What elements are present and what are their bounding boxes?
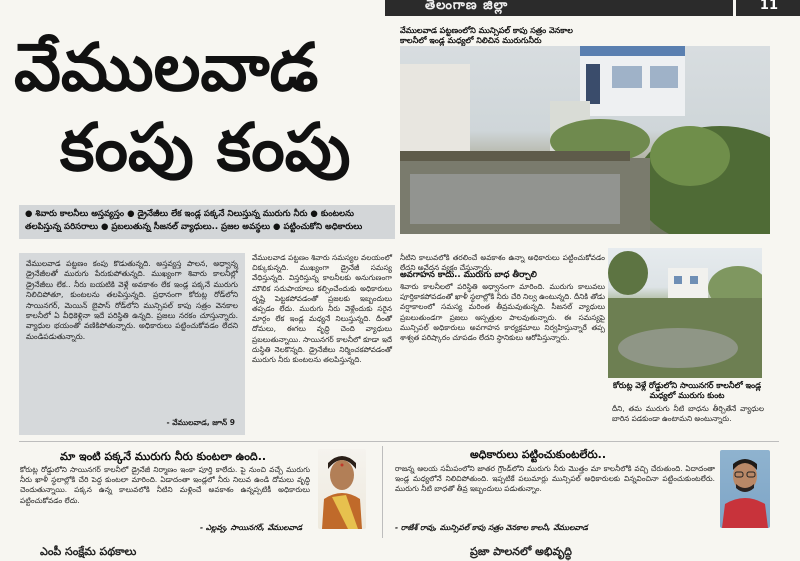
photo1-caption: వేములవాడ పట్టణంలోని మున్సిపల్ కాపు సత్రం వెనకాల కాలనీలో ఇండ్ల మధ్యలో నిలిచిన మురుగునీరు xyxy=(400,26,573,45)
section-divider xyxy=(19,441,779,442)
photo2-caption: కోరుట్ల వెళ్లే రోడ్డులోని సాయినగర్ కాలనీలో ఇండ్ల మధ్యలో మురుగు కుంట xyxy=(612,381,762,400)
quote2-portrait-photo xyxy=(720,450,770,528)
deck-summary xyxy=(19,205,395,239)
subheading: అవగాహన కాదు.. మురుగు బాధ తీర్చాలి xyxy=(400,270,537,280)
intro-text: వేములవాడ పట్టణం కంపు కొడుతున్నది. అస్తవ్యస్త పాలన, అధ్వాన్న డ్రైనేజీలతో మురుగు పేరుకుపోతున్నది. ముఖ్యంగా శివారు కాలనీల్లో డ్రైనేజీలు లేక.. నీరు బయటికి వెళ్లే అవకాశం లేక ఇండ్ల పక్కనే మురుగు నిలిచిపోతూ, కుంటలను తలపిస్తున్నది. ప్రధానంగా కోరుట్ల రోడ్‌లోని సాయినగర్, మెయిన్ బైపాస్ రోడ్‌లోని మున్సిపల్ కాపు సత్రం వెనకాల కాలనీలో ఏ వీధికెళ్లినా ఇదే పరిస్థితి ఉన్నది. ప్రజలు నరకం చూస్తున్నారు. వ్యాధుల భయంతో వణికిపోతున్నారు. అధికారులు పట్టించుకోవడం లేదని మండిపడుతున్నారు. xyxy=(26,259,238,341)
headline-line-2: కంపు కంపు xyxy=(60,108,351,186)
deck-item: ప్రబలుతున్న సీజనల్ వ్యాధులు.. ప్రజల అవస్థలు xyxy=(111,222,271,232)
photo-sainagar-sewage-pond xyxy=(608,248,762,378)
next-article-headline-left: ఎంపీ సంక్షేమ పథకాలు xyxy=(40,545,137,558)
intro-box xyxy=(19,253,245,435)
deck-bullet: ● xyxy=(127,209,138,219)
quote2-heading: అధికారులు పట్టించుకుంటలేరు.. xyxy=(470,448,607,461)
dateline: - వేములవాడ, జూన్ 9 xyxy=(166,418,235,427)
header-separator xyxy=(733,0,736,16)
quote-divider xyxy=(382,446,383,538)
photo2-illustration xyxy=(608,248,762,378)
photo1-illustration xyxy=(400,46,770,234)
body-column-1: వేములవాడ పట్టణం శివారు సమస్యల వలయంలో చిక్కుకున్నది. ముఖ్యంగా డ్రైనేజీ సమస్య వేధిస్తున్నది. విస్తరిస్తున్న కాలనీలకు అనుగుణంగా మౌలిక సదుపాయాలు కల్పించేందుకు అధికారులు దృష్టి పెట్టకపోవడంతో ప్రజలకు ఇబ్బందులు తప్పడం లేదు. మురుగు నీరు వెళ్లేందుకు సరైన మార్గం లేక ఇండ్ల మధ్యనే నిలుస్తున్నది. దీంతో దోమలు, ఈగలు వృద్ధి చెంది వ్యాధులు ప్రబలుతున్నాయి. సాయినగర్ కాలనీలో కూడా ఇదే దుస్థితి నెలకొన్నది. డ్రైనేజీలు నిర్మించకపోవడంతో మురుగు నీరు కుంటలను తలపిస్తున్నది. xyxy=(252,253,392,365)
deck-bullet: ● xyxy=(310,209,321,219)
deck-item: పట్టించుకోని అధికారులు xyxy=(283,222,363,232)
next-article-strip xyxy=(0,545,800,559)
deck-item: శివారు కాలనీలు అస్తవ్యస్తం xyxy=(35,209,125,219)
section-title: తెలంగాణ జిల్లా xyxy=(425,0,509,13)
quote1-byline: - ఎల్లవ్వ, సాయినగర్, వేములవాడ xyxy=(200,523,303,532)
deck-bullet: ● xyxy=(25,209,36,219)
body-column-2-top: నీటిని కాలువలోకి తరలించే అవకాశం ఉన్నా అధికారులు పట్టించుకోవడం లేదని అవేదన వ్యక్తం చేస్తున్నారు. xyxy=(400,253,605,273)
page-number: 11 xyxy=(759,0,778,13)
quote1-text: కోరుట్ల రోడ్డులోని సాయినగర్ కాలనీలో డ్రైనేజీ నిర్మాణం ఇంకా పూర్తి కాలేదు. పై నుంచి వచ్చే మురుగు నీరు ఖాళీ స్థలాల్లోకి చేరి పెద్ద కుంటలా మారింది. ఏడాదంతా ఇండ్లలో నీరు నిలువ ఉండి దోమలు వృద్ధి చెందుతున్నాయి. పక్కన ఉన్న కాలువలోకి నీటిని మళ్లించే అవకాశం ఉన్నప్పటికీ అధికారులు పట్టించుకోవడం లేదు. xyxy=(20,465,310,505)
man-portrait-icon xyxy=(720,450,770,528)
deck-item: కుంటలను తలపిస్తున్న పరిసరాలు xyxy=(25,209,354,232)
body-column-3: దీని, తమ మురుగు నీటి బాధను తీర్చితేనే వ్యాధుల బారిన పడకుండా ఉంటామని అంటున్నారు. xyxy=(612,404,764,424)
quote1-heading: మా ఇంటి పక్కనే మురుగు నీరు కుంటలా ఉంది.. xyxy=(60,450,267,463)
quote2-byline: - రాజేశ్ రావు, మున్సిపల్ కాపు సత్రం వెనకాల కాలనీ, వేములవాడ xyxy=(395,523,588,532)
deck-bullet: ● xyxy=(273,222,284,232)
body-column-2: శివారు కాలనీలలో పరిస్థితి అధ్వానంగా మారింది. మురుగు కాలువలు పూర్తికాకపోవడంతో ఖాళీ స్థలాల్లోకి నీరు చేరి నిల్వ ఉంటున్నది. దీనికి తోడు వర్షాకాలంలో సమస్య మరింత తీవ్రమవుతున్నది. సీజనల్ వ్యాధులు ప్రబలుతుండగా ప్రజలు ఆస్పత్రుల పాలవుతున్నారు. ఈ సమస్యపై మున్సిపల్ అధికారులు అవగాహన కార్యక్రమాలు నిర్వహిస్తున్నారే తప్ప శాశ్వత పరిష్కారం చూపడం లేదని స్థానికులు ఆరోపిస్తున్నారు. xyxy=(400,282,605,343)
section-header-bar xyxy=(385,0,800,16)
quote1-portrait-photo xyxy=(318,449,366,529)
next-article-headline-right: ప్రజా పాలనలో అభివృద్ధి xyxy=(470,545,572,558)
woman-portrait-icon xyxy=(318,449,366,529)
quote2-text: రాజన్న ఆలయ సమీపంలోని జాతర గ్రౌండ్‌లోని మురుగు నీరు మొత్తం మా కాలనీలోకి వచ్చి చేరుతుంది. ఏదాదంతా ఇండ్ల మధ్యలోనే నిలిచిపోతుంది. ఇప్పటికే పలుమార్లు మున్సిపల్ అధికారులకు విన్నవించినా పట్టించుకుంటలేరు. మురుగు నీటి బాధతో తీవ్ర ఇబ్బందులు పడుతున్నాం. xyxy=(395,464,715,494)
photo-sewage-waterlogged-colony xyxy=(400,46,770,234)
deck-item: డ్రైనేజీలు లేక ఇండ్ల పక్కనే నిలుస్తున్న మురుగు నీరు xyxy=(137,209,308,219)
deck-bullet: ● xyxy=(101,222,112,232)
headline-line-1: వేములవాడ xyxy=(14,28,319,106)
